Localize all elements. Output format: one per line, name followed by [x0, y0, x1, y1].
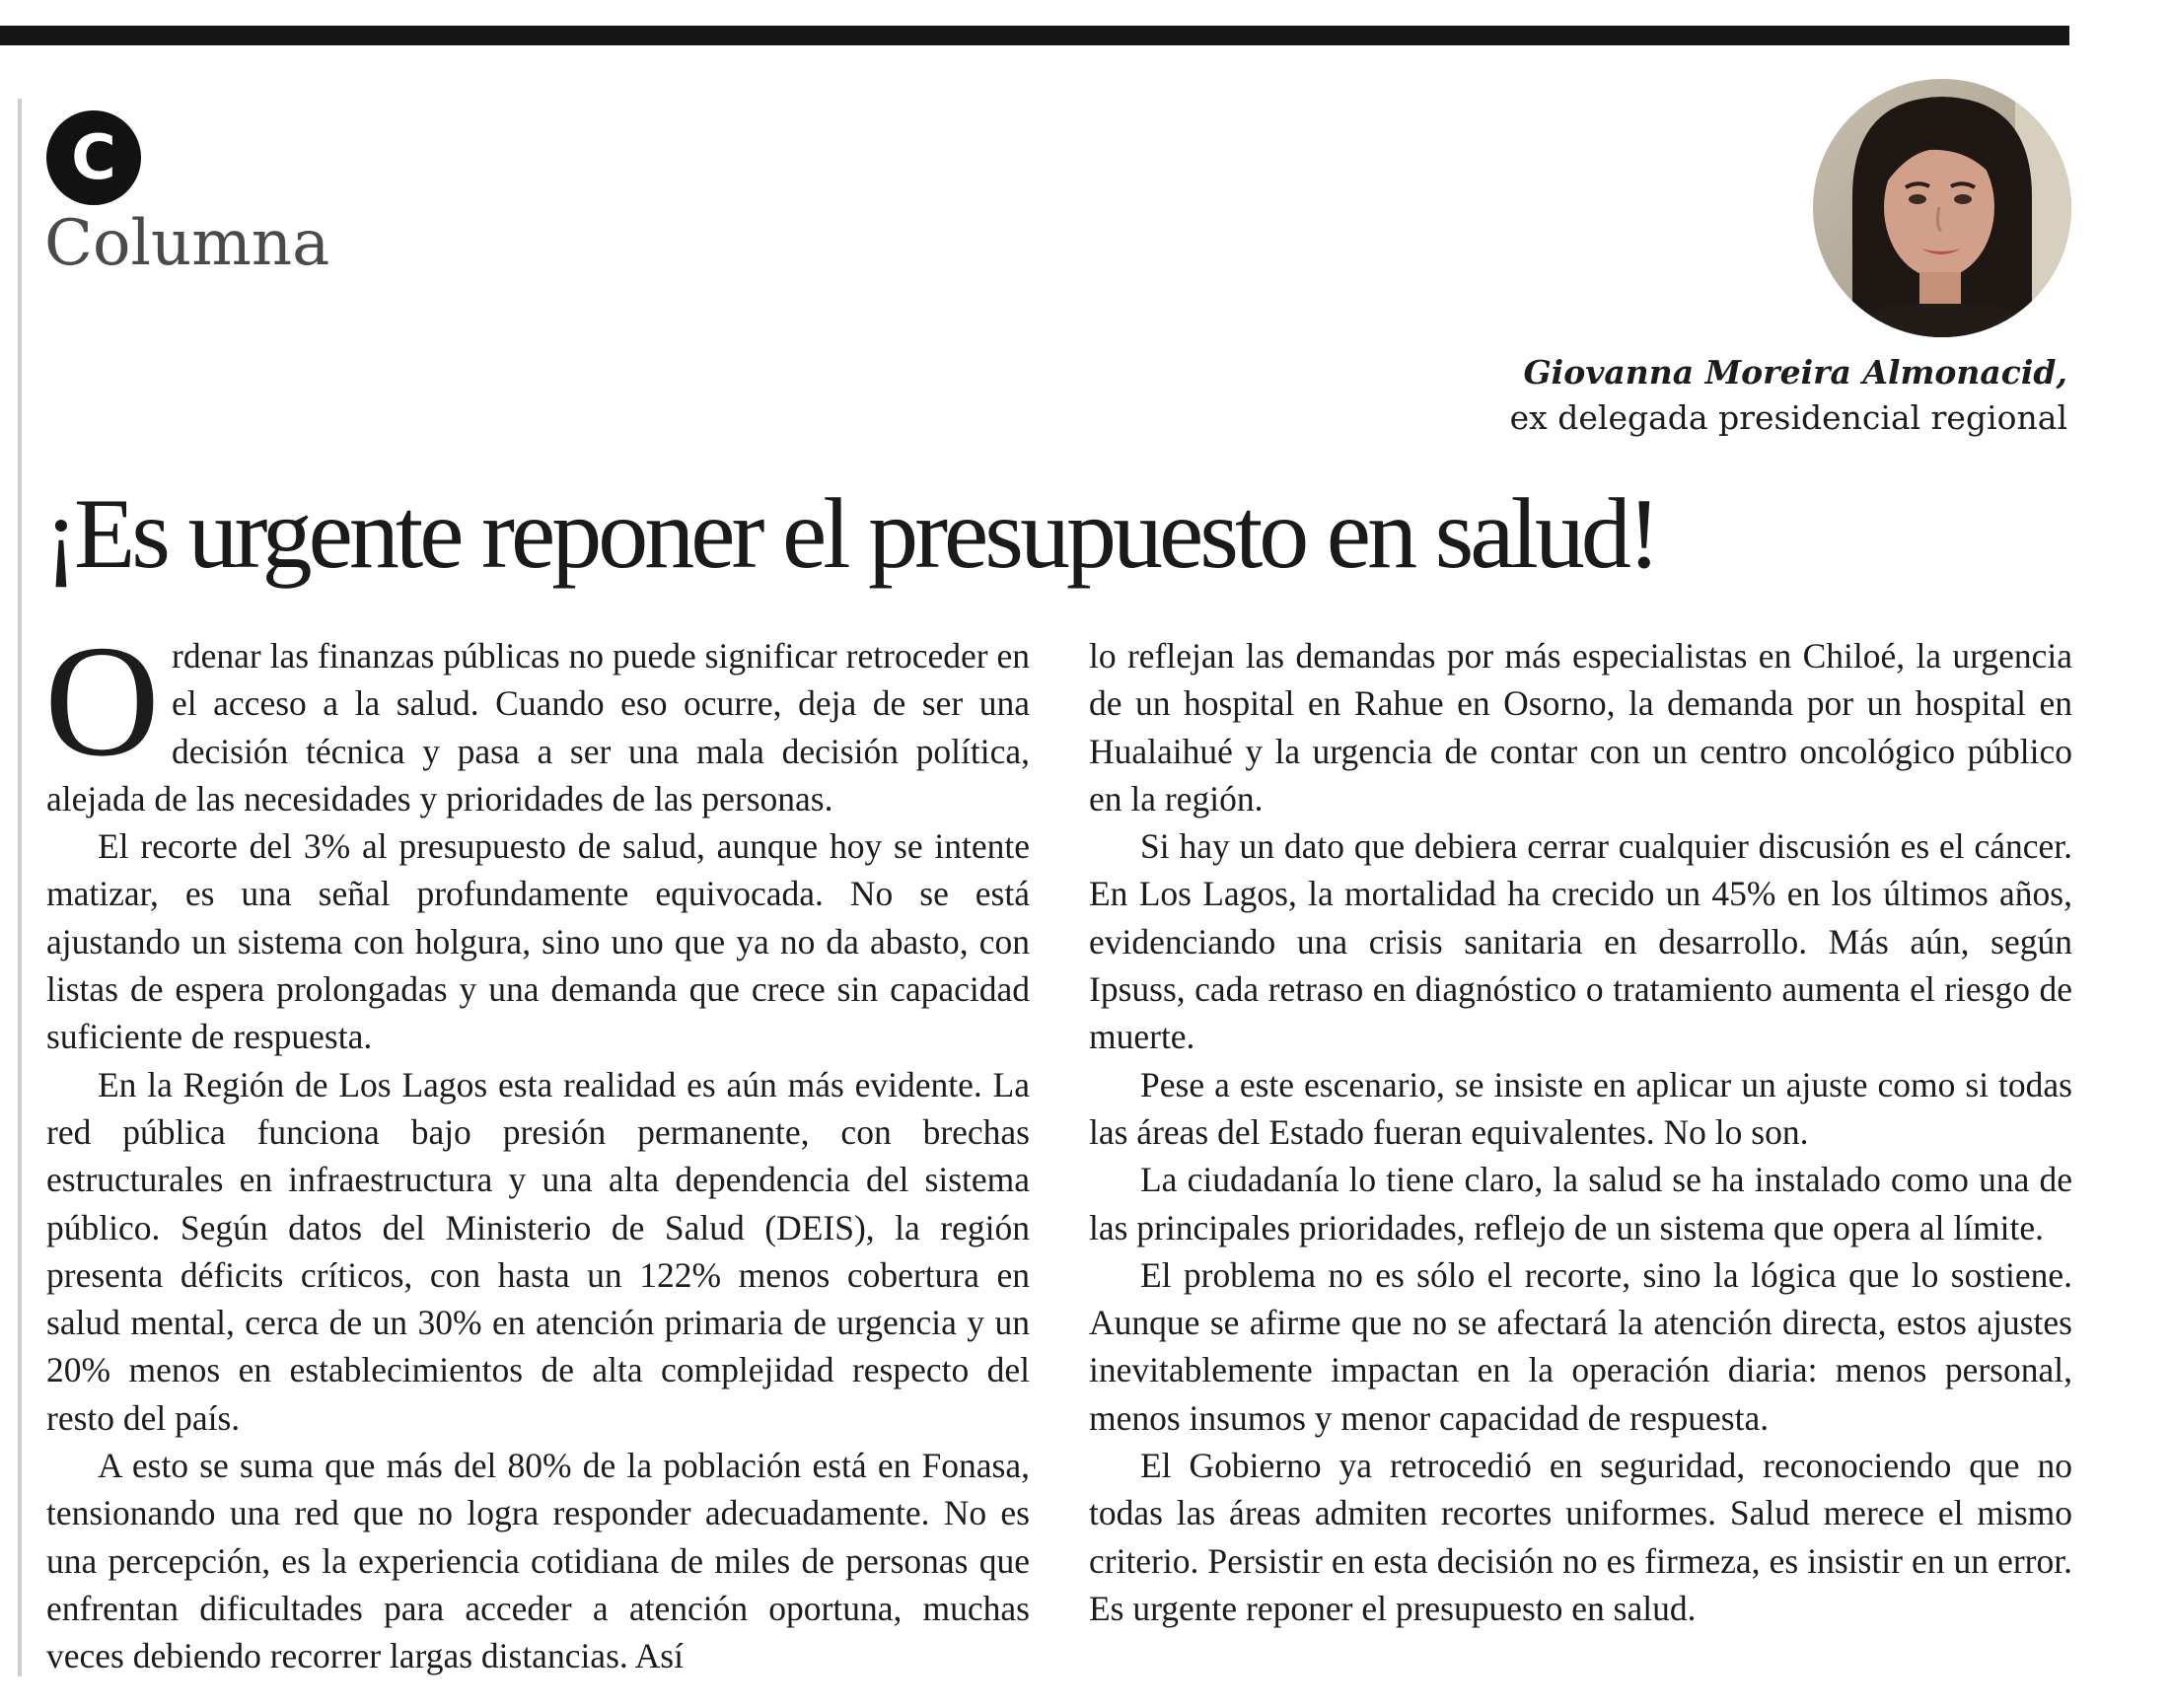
author-name: Giovanna Moreira Almonacid, — [1523, 353, 2067, 391]
paragraph: El recorte del 3% al presupuesto de salud, aunque hoy se intente matizar, es una señal profundamente equivocada. No se está ajustando un sistema con holgura, sino uno que ya no da abasto, con listas de espera prolongadas y una demanda que crece sin capacidad suficiente de respuesta. — [46, 826, 1030, 1057]
column-badge-icon: C — [46, 110, 141, 205]
paragraph: A esto se suma que más del 80% de la población está en Fonasa, tensionando una red que no logra responder adecuadamente. No es una percepción, es la experiencia cotidiana de miles de personas que enfrentan dificultades para acceder a atención oportuna, muchas veces debiendo recorrer largas distancias. Así — [46, 1446, 1030, 1676]
paragraph: El problema no es sólo el recorte, sino la lógica que lo sostiene. Aunque se afirme que no se afectará la atención directa, estos ajustes inevitablemente impactan en la operación diaria: menos personal, menos insumos y menor capacidad de respuesta. — [1089, 1254, 2072, 1438]
top-rule — [0, 26, 2069, 45]
paragraph: lo reflejan las demandas por más especialistas en Chiloé, la urgencia de un hospital en Rahue en Osorno, la demanda por un hospital en Hualaihué y la urgencia de contar con un centro oncológico público en la región. — [1089, 636, 2072, 818]
paragraph: En la Región de Los Lagos esta realidad es aún más evidente. La red pública funciona bajo presión permanente, con brechas estructurales en infraestructura y una alta dependencia del sistema público. Según datos del Ministerio de Salud (DEIS), la región presenta déficits críticos, con hasta un 122% menos cobertura en salud mental, cerca de un 30% en atención primaria de urgencia y un 20% menos en establecimientos de alta complejidad respecto del resto del país. — [46, 1064, 1030, 1438]
author-portrait-icon — [1813, 79, 2071, 337]
paragraph: Si hay un dato que debiera cerrar cualquier discusión es el cáncer. En Los Lagos, la mortalidad ha crecido un 45% en los últimos años, evidenciando una crisis sanitaria en desarrollo. Más aún, según Ipsuss, cada retraso en diagnóstico o tratamiento aumenta el riesgo de muerte. — [1089, 826, 2072, 1057]
dropcap: O — [44, 613, 160, 790]
paragraph: El Gobierno ya retrocedió en seguridad, reconociendo que no todas las áreas admiten recortes uniformes. Salud merece el mismo criterio. Persistir en esta decisión no es firmeza, es insistir en un error. Es urgente reponer el presupuesto en salud. — [1089, 1446, 2072, 1628]
paragraph: Pese a este escenario, se insiste en aplicar un ajuste como si todas las áreas del Estado fueran equivalentes. No lo son. — [1089, 1064, 2072, 1152]
author-byline — [1510, 350, 2067, 441]
headline: ¡Es urgente reponer el presupuesto en salud! — [44, 478, 1657, 590]
paragraph — [44, 613, 1030, 822]
author-role: ex delegada presidencial regional — [1509, 398, 2067, 437]
left-rule — [18, 99, 22, 1676]
article-column-right — [1089, 632, 2072, 1632]
paragraph: La ciudadanía lo tiene claro, la salud se ha instalado como una de las principales prioridades, reflejo de un sistema que opera al límite. — [1089, 1160, 2072, 1247]
section-label: Columna — [44, 207, 330, 280]
paragraph-text: rdenar las finanzas públicas no puede significar retroceder en el acceso a la salud. Cuando eso ocurre, deja de ser una decisión técnica y pasa a ser una mala decisión política, alejada de las necesidades y prioridades de las personas. — [46, 636, 1030, 818]
article-column-left — [44, 613, 1030, 1680]
